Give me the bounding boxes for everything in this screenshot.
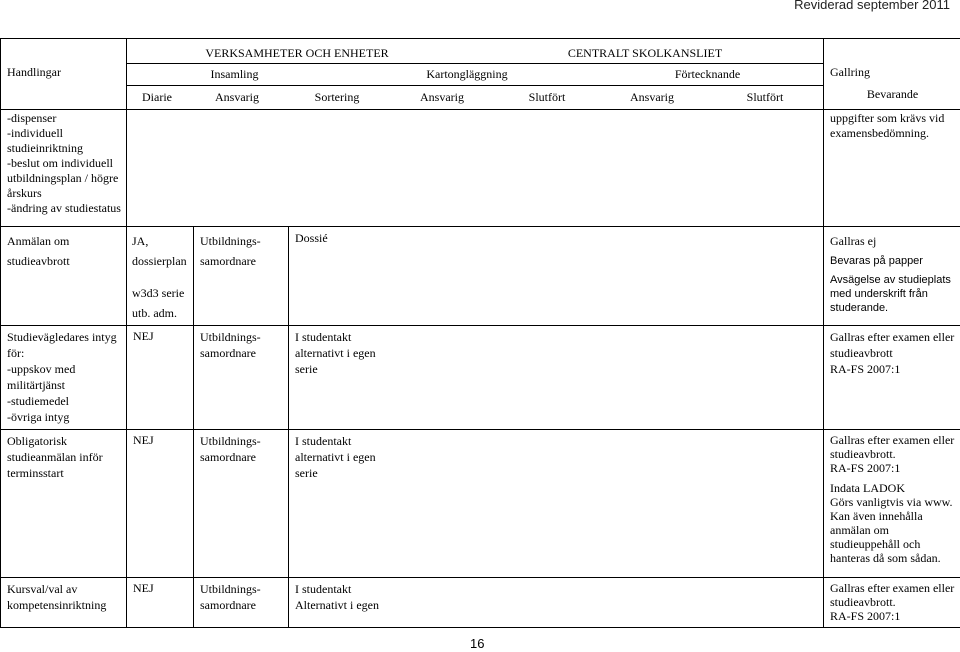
header-row-groups — [1, 39, 960, 64]
header-ansvarig-1: Ansvarig — [215, 90, 259, 104]
cell-gallring: Gallras ej Bevaras på papper Avsägelse av studieplats med underskrift från studerande. — [824, 227, 960, 326]
cell-insamling: I studentakt alternativt i egen serie — [289, 430, 824, 578]
header-sub-cell — [127, 86, 824, 110]
records-schedule-table — [0, 38, 960, 628]
table-row — [1, 326, 960, 430]
cell-ansvarig: Utbildnings-samordnare — [194, 227, 289, 326]
header-sortering: Sortering — [314, 90, 360, 104]
header-blank-left — [1, 39, 127, 64]
cell-diarie: JA, dossierplan w3d3 serie utb. adm. — [127, 227, 194, 326]
header-slutfort-1: Slutfört — [528, 90, 566, 104]
cell-handlingar: Anmälan om studieavbrott — [1, 227, 127, 326]
cell-empty — [127, 110, 824, 227]
header-gallring: Gallring — [824, 64, 960, 86]
header-group-cell — [127, 39, 824, 64]
cell-gallring: uppgifter som krävs vid examensbedömning. — [824, 110, 960, 227]
header-blank-right — [824, 39, 960, 64]
cell-gallring: Gallras efter examen eller studieavbrott RA-FS 2007:1 — [824, 326, 960, 430]
table-row — [1, 227, 960, 326]
cell-ansvarig: Utbildnings-samordnare — [194, 430, 289, 578]
page-header-revision: Reviderad september 2011 — [794, 0, 950, 12]
cell-gallring: Gallras efter examen eller studieavbrott. RA-FS 2007:1 Indata LADOK Görs vanligtvis via www. Kan även innehålla anmälan om studieuppehåll och hanteras då som sådan. — [824, 430, 960, 578]
header-group-verksamheter: VERKSAMHETER OCH ENHETER — [205, 46, 389, 60]
table-row — [1, 110, 960, 227]
header-group-centralt: CENTRALT SKOLKANSLIET — [567, 46, 723, 60]
header-ansvarig-3: Ansvarig — [630, 90, 674, 104]
cell-handlingar: Obligatorisk studieanmälan inför terminsstart — [1, 430, 127, 578]
header-forteckande: Förtecknande — [674, 67, 741, 81]
cell-handlingar: -dispenser -individuell studieinriktning -beslut om individuell utbildningsplan / högre årskurs -ändring av studiestatus — [1, 110, 127, 227]
header-blank-sub-left — [1, 86, 127, 110]
cell-ansvarig: Utbildnings-samordnare — [194, 578, 289, 628]
header-slutfort-2: Slutfört — [746, 90, 784, 104]
cell-insamling: I studentakt alternativt i egen serie — [289, 326, 824, 430]
header-row-main — [1, 64, 960, 86]
header-row-sub — [1, 86, 960, 110]
cell-diarie: NEJ — [127, 578, 194, 628]
header-ansvarig-2: Ansvarig — [420, 90, 464, 104]
cell-handlingar: Studievägledares intyg för: -uppskov med militärtjänst -studiemedel -övriga intyg — [1, 326, 127, 430]
page-number: 16 — [470, 636, 485, 651]
cell-insamling: Dossié — [289, 227, 824, 326]
cell-handlingar: Kursval/val av kompetensinriktning — [1, 578, 127, 628]
cell-diarie: NEJ — [127, 430, 194, 578]
cell-ansvarig: Utbildnings-samordnare — [194, 326, 289, 430]
cell-diarie: NEJ — [127, 326, 194, 430]
header-diarie: Diarie — [142, 90, 172, 104]
header-handlingar: Handlingar — [1, 64, 127, 86]
header-bevarande: Bevarande — [824, 86, 960, 110]
header-main-cell — [127, 64, 824, 86]
cell-gallring: Gallras efter examen eller studieavbrott. RA-FS 2007:1 — [824, 578, 960, 628]
table-row — [1, 578, 960, 628]
header-kartonglaggning: Kartongläggning — [426, 67, 508, 81]
cell-insamling: I studentakt Alternativt i egen — [289, 578, 824, 628]
header-insamling: Insamling — [210, 67, 259, 81]
table-row — [1, 430, 960, 578]
